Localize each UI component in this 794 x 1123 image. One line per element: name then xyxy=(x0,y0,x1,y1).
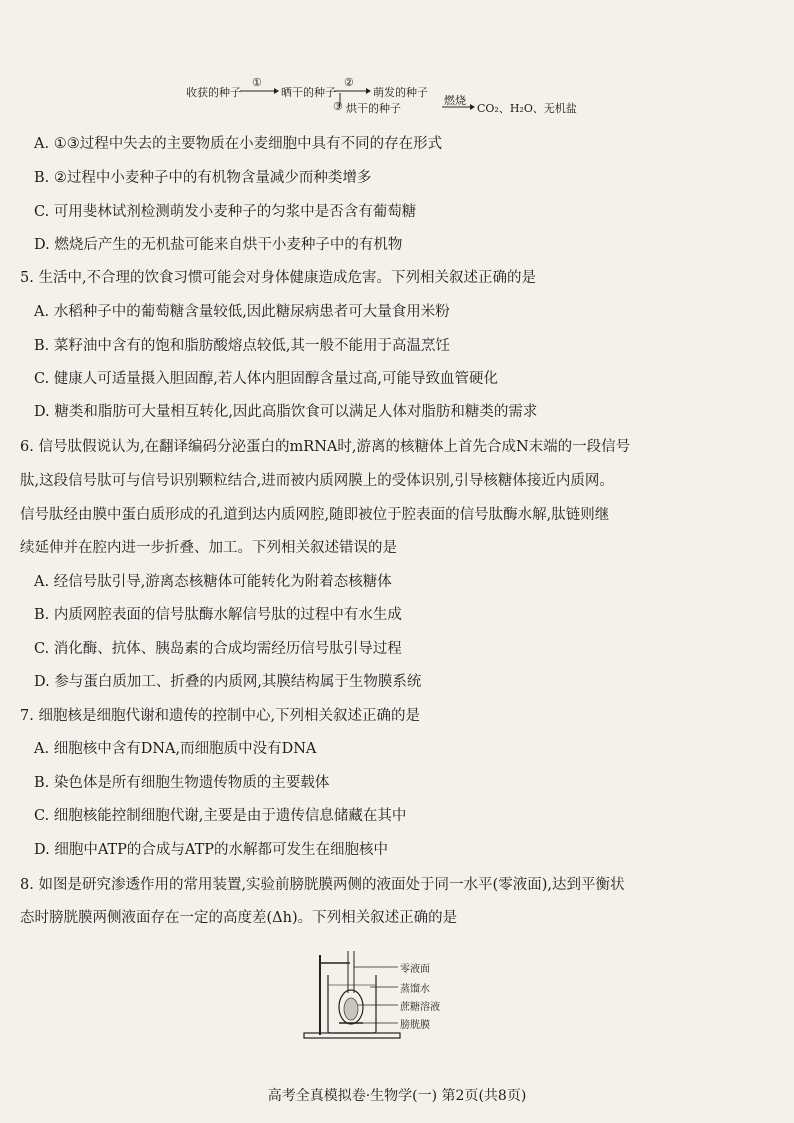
osmosis-apparatus-figure xyxy=(300,945,500,1045)
page-footer: 高考全真模拟卷·生物学(一) 第2页(共8页) xyxy=(267,1088,527,1104)
q7-stem: 7. 细胞核是细胞代谢和遗传的控制中心,下列相关叙述正确的是 xyxy=(20,708,421,724)
flow-oven-dried: 烘干的种子 xyxy=(346,102,401,115)
q6-stem-line: 信号肽经由膜中蛋白质形成的孔道到达内质网腔,随即被位于腔表面的信号肽酶水解,肽链则继 xyxy=(20,507,610,523)
q7-option-d: D. 细胞中ATP的合成与ATP的水解都可发生在细胞核中 xyxy=(34,842,389,858)
q6-stem-line: 6. 信号肽假说认为,在翻译编码分泌蛋白的mRNA时,游离的核糖体上首先合成N末端的一段信号 xyxy=(20,439,631,455)
flow-products: CO₂、H₂O、无机盐 xyxy=(477,102,577,115)
q6-option-a: A. 经信号肽引导,游离态核糖体可能转化为附着态核糖体 xyxy=(34,574,392,590)
label-distilled-water: 蒸馏水 xyxy=(400,984,430,995)
label-sucrose-solution: 蔗糖溶液 xyxy=(400,1002,440,1013)
flow-step-2: ② xyxy=(344,76,354,89)
q8-stem-line: 8. 如图是研究渗透作用的常用装置,实验前膀胱膜两侧的液面处于同一水平(零液面),达到平衡状 xyxy=(20,877,625,893)
flow-burn-label: 燃烧 xyxy=(444,94,466,107)
q7-option-c: C. 细胞核能控制细胞代谢,主要是由于遗传信息储藏在其中 xyxy=(34,808,407,824)
flow-step-3: ③ xyxy=(333,100,343,113)
q4-option-c: C. 可用斐林试剂检测萌发小麦种子的匀浆中是否含有葡萄糖 xyxy=(34,204,417,220)
q4-option-b: B. ②过程中小麦种子中的有机物含量减少而种类增多 xyxy=(34,170,372,186)
label-bladder-membrane: 膀胱膜 xyxy=(400,1020,430,1031)
seed-flow-diagram xyxy=(186,78,606,118)
q6-option-d: D. 参与蛋白质加工、折叠的内质网,其膜结构属于生物膜系统 xyxy=(34,674,422,690)
flow-step-1: ① xyxy=(252,76,262,89)
q6-stem-line: 肽,这段信号肽可与信号识别颗粒结合,进而被内质网膜上的受体识别,引导核糖体接近内质网。 xyxy=(20,473,614,489)
flow-sprouted: 萌发的种子 xyxy=(373,86,428,99)
q6-option-c: C. 消化酶、抗体、胰岛素的合成均需经历信号肽引导过程 xyxy=(34,641,402,657)
q6-stem-line: 续延伸并在腔内进一步折叠、加工。下列相关叙述错误的是 xyxy=(20,540,397,556)
q5-option-a: A. 水稻种子中的葡萄糖含量较低,因此糖尿病患者可大量食用米粉 xyxy=(34,304,450,320)
flow-sun-dried: 晒干的种子 xyxy=(281,86,336,99)
label-zero-level: 零液面 xyxy=(400,964,430,975)
q4-option-a: A. ①③过程中失去的主要物质在小麦细胞中具有不同的存在形式 xyxy=(34,136,443,152)
q4-option-d: D. 燃烧后产生的无机盐可能来自烘干小麦种子中的有机物 xyxy=(34,237,403,253)
q5-option-d: D. 糖类和脂肪可大量相互转化,因此高脂饮食可以满足人体对脂肪和糖类的需求 xyxy=(34,404,538,420)
q5-stem: 5. 生活中,不合理的饮食习惯可能会对身体健康造成危害。下列相关叙述正确的是 xyxy=(20,270,537,286)
flow-seed: 收获的种子 xyxy=(186,86,241,99)
q5-option-c: C. 健康人可适量摄入胆固醇,若人体内胆固醇含量过高,可能导致血管硬化 xyxy=(34,371,499,387)
q8-stem-line: 态时膀胱膜两侧液面存在一定的高度差(Δh)。下列相关叙述正确的是 xyxy=(20,910,458,926)
q7-option-a: A. 细胞核中含有DNA,而细胞质中没有DNA xyxy=(34,741,317,757)
q6-option-b: B. 内质网腔表面的信号肽酶水解信号肽的过程中有水生成 xyxy=(34,607,402,623)
q7-option-b: B. 染色体是所有细胞生物遗传物质的主要载体 xyxy=(34,775,330,791)
q5-option-b: B. 菜籽油中含有的饱和脂肪酸熔点较低,其一般不能用于高温烹饪 xyxy=(34,338,450,354)
